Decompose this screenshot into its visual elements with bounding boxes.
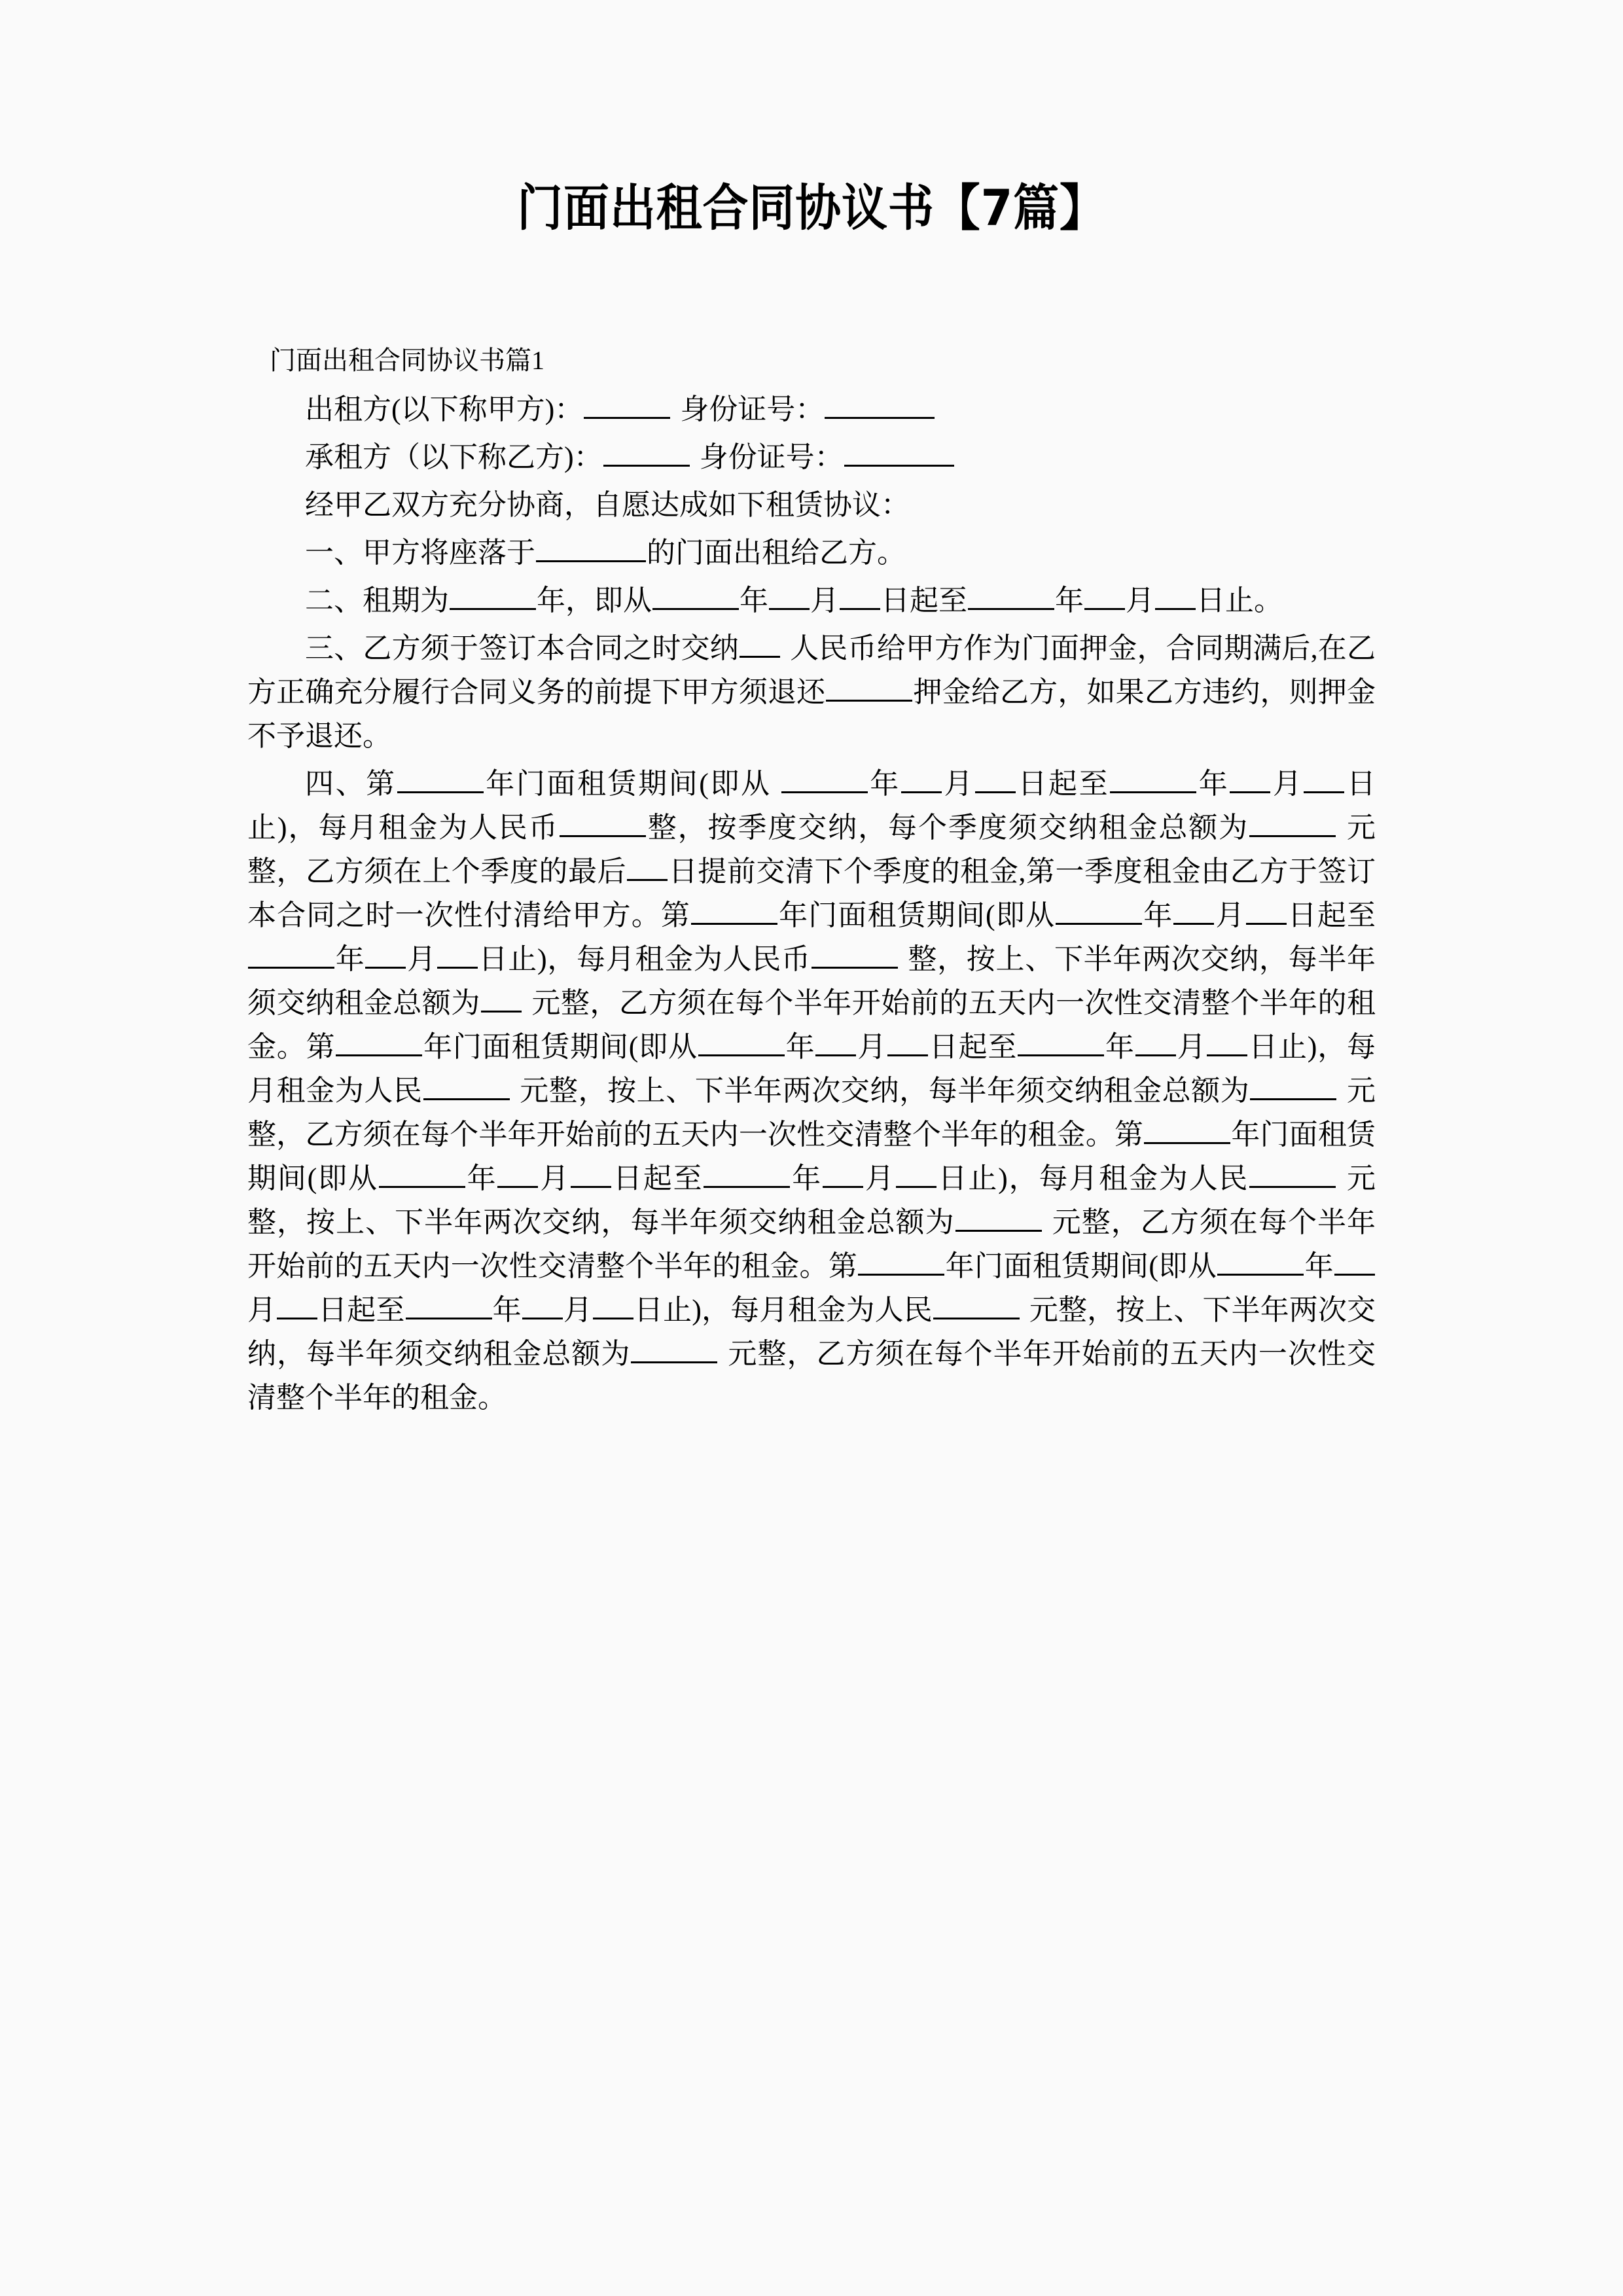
clause-2-end-month-blank[interactable]	[1084, 581, 1125, 610]
c4-s1-t7: 月	[1271, 768, 1304, 800]
c4-s4-end-year-blank[interactable]	[704, 1158, 790, 1188]
lessor-id-blank[interactable]	[825, 389, 935, 419]
clause-1	[247, 531, 1376, 575]
c4-s3-t2: 年门面租赁期间(即从	[423, 1031, 698, 1063]
c4-s1-start-month-blank[interactable]	[901, 764, 942, 793]
c4-s2-end-month-blank[interactable]	[365, 939, 406, 969]
c4-s1-t2: 年门面租赁期间(即从	[484, 768, 772, 800]
lessee-id-blank[interactable]	[844, 437, 954, 467]
clause-2-t1: 二、租期为	[305, 584, 449, 617]
c4-s1-year-no-blank[interactable]	[397, 764, 484, 793]
c4-s5-t8: 日止)，每月租金为人民	[633, 1294, 933, 1326]
lessee-id-label: 身份证号：	[699, 441, 844, 473]
c4-s2-monthly-rent-blank[interactable]	[812, 939, 898, 969]
c4-s3-end-day-blank[interactable]	[1207, 1027, 1247, 1056]
c4-s3-start-day-blank[interactable]	[887, 1027, 928, 1056]
c4-s4-t10: 元整，乙方须在每个半年开始前的五天内一次性交清整个半年的租金。	[247, 1206, 1376, 1282]
lessee-label: 承租方（以下称乙方)：	[305, 441, 603, 473]
c4-s2-start-day-blank[interactable]	[1246, 895, 1287, 925]
c4-s4-end-day-blank[interactable]	[896, 1158, 936, 1188]
c4-s3-t7: 月	[1176, 1031, 1207, 1063]
c4-s2-t3: 年	[1143, 899, 1173, 931]
c4-s4-t6: 年	[791, 1162, 823, 1194]
c4-s1-end-month-blank[interactable]	[1230, 764, 1270, 793]
c4-s1-t1: 四、第	[305, 768, 397, 800]
c4-s1-monthly-rent-blank[interactable]	[560, 808, 646, 837]
c4-s5-year-no-blank[interactable]	[858, 1246, 944, 1276]
c4-s2-t4: 月	[1215, 899, 1245, 931]
page-title: 门面出租合同协议书【7篇】	[517, 179, 1106, 237]
c4-s1-t10: 元整，乙方须在上个季度的最后	[247, 812, 1376, 888]
c4-s3-year-no-blank[interactable]	[336, 1027, 422, 1056]
lessee-name-blank[interactable]	[603, 437, 690, 467]
c4-s1-start-year-blank[interactable]	[781, 764, 868, 793]
c4-s1-end-day-blank[interactable]	[1304, 764, 1344, 793]
c4-s3-t5: 日起至	[929, 1031, 1018, 1063]
clause-2	[247, 579, 1376, 622]
c4-s4-end-month-blank[interactable]	[823, 1158, 863, 1188]
lessor-id-label: 身份证号：	[680, 393, 825, 425]
c4-s4-t2: 年门面租赁期间(即从	[247, 1119, 1376, 1194]
c4-s1-t11: 日提前交清下个季度的租金,第一季度租金由乙方于签订本合同之时一次性付清给甲方。	[247, 855, 1376, 931]
c4-s4-half-total-blank[interactable]	[955, 1202, 1042, 1232]
clause-4	[247, 762, 1376, 1420]
document-subtitle: 门面出租合同协议书篇1	[270, 346, 544, 375]
c4-s4-t4: 月	[539, 1162, 571, 1194]
c4-s5-end-day-blank[interactable]	[593, 1290, 633, 1319]
clause-3-deposit-blank[interactable]	[740, 628, 780, 658]
preamble-text: 经甲乙双方充分协商，自愿达成如下租赁协议：	[305, 489, 910, 521]
clause-2-t7: 月	[1126, 584, 1154, 617]
c4-s2-end-day-blank[interactable]	[437, 939, 478, 969]
c4-s3-t3: 年	[785, 1031, 815, 1063]
c4-s1-t3: 年	[868, 768, 901, 800]
c4-s4-start-month-blank[interactable]	[497, 1158, 538, 1188]
c4-s3-start-month-blank[interactable]	[815, 1027, 856, 1056]
lessor-line	[247, 387, 1376, 431]
preamble-paragraph	[247, 483, 1376, 527]
c4-s5-start-month-blank[interactable]	[1334, 1246, 1375, 1276]
c4-s3-t4: 月	[857, 1031, 887, 1063]
c4-s4-t5: 日起至	[612, 1162, 704, 1194]
c4-s1-start-day-blank[interactable]	[975, 764, 1016, 793]
c4-s3-t10: 元整，乙方须在每个半年开始前的五天内一次性交清整个半年的租金。	[247, 1075, 1376, 1151]
clause-1-suffix: 的门面出租给乙方。	[647, 537, 906, 569]
c4-s3-end-year-blank[interactable]	[1018, 1027, 1104, 1056]
c4-s4-t8: 日止)，每月租金为人民	[936, 1162, 1249, 1194]
lessor-name-blank[interactable]	[584, 389, 670, 419]
clause-3-t2: 人民币给甲方作为门面押金，合同期满后,在乙方正确充分履行合同义务的前提下甲方须退还	[247, 632, 1376, 708]
clause-2-start-year-blank[interactable]	[652, 581, 739, 610]
c4-s2-end-year-blank[interactable]	[248, 939, 334, 969]
c4-s5-t6: 年	[492, 1294, 522, 1326]
c4-s5-t1: 第	[828, 1250, 858, 1282]
c4-s5-end-month-blank[interactable]	[522, 1290, 563, 1319]
c4-s4-year-no-blank[interactable]	[1144, 1115, 1230, 1144]
c4-s2-year-no-blank[interactable]	[691, 895, 777, 925]
c4-s2-t9: 整，按上、下半年两次交纳，每半年须交纳租金总额为	[247, 943, 1376, 1019]
clause-2-t8: 日止。	[1196, 584, 1283, 617]
c4-s5-t7: 月	[563, 1294, 592, 1326]
c4-s2-t10: 元整，乙方须在每个半年开始前的五天内一次性交清整个半年的租金。	[247, 987, 1376, 1063]
c4-s1-quarter-total-blank[interactable]	[1249, 808, 1336, 837]
c4-s1-end-year-blank[interactable]	[1110, 764, 1196, 793]
c4-s5-half-total-blank[interactable]	[631, 1334, 717, 1363]
clause-2-end-year-blank[interactable]	[968, 581, 1054, 610]
c4-s4-t9: 元整，按上、下半年两次交纳，每半年须交纳租金总额为	[247, 1162, 1376, 1238]
c4-s5-start-year-blank[interactable]	[1217, 1246, 1304, 1276]
c4-s2-t1: 第	[660, 899, 690, 931]
c4-s3-monthly-rent-blank[interactable]	[423, 1071, 510, 1100]
c4-s2-t7: 月	[406, 943, 437, 975]
lessee-line	[247, 435, 1376, 479]
clause-2-start-day-blank[interactable]	[840, 581, 880, 610]
clause-2-t5: 日起至	[881, 584, 967, 617]
document-body	[247, 340, 1376, 1420]
c4-s2-t8: 日止)，每月租金为人民币	[478, 943, 811, 975]
c4-s2-t6: 年	[335, 943, 365, 975]
clause-1-location-blank[interactable]	[536, 533, 646, 562]
c4-s2-half-total-blank[interactable]	[481, 983, 522, 1013]
c4-s4-start-year-blank[interactable]	[379, 1158, 465, 1188]
clause-2-years-blank[interactable]	[450, 581, 536, 610]
clause-1-prefix: 一、甲方将座落于	[305, 537, 535, 569]
c4-s1-t6: 年	[1197, 768, 1230, 800]
c4-s1-t9: 整，按季度交纳，每个季度须交纳租金总额为	[646, 812, 1249, 844]
c4-s3-t9: 元整，按上、下半年两次交纳，每半年须交纳租金总额为	[519, 1075, 1250, 1107]
c4-s5-start-day-blank[interactable]	[277, 1290, 317, 1319]
c4-s4-monthly-rent-blank[interactable]	[1249, 1158, 1336, 1188]
clause-3	[247, 626, 1376, 758]
c4-s5-t4: 月	[247, 1294, 277, 1326]
c4-s5-t10: 元整，乙方须在每个半年开始前的五天内一次性交清整个半年的租金。	[247, 1338, 1376, 1414]
clause-2-t2: 年，即从	[537, 584, 652, 617]
clause-2-t4: 月	[810, 584, 839, 617]
clause-2-t3: 年	[740, 584, 768, 617]
c4-s2-start-year-blank[interactable]	[1056, 895, 1142, 925]
c4-s3-t1: 第	[306, 1031, 336, 1063]
c4-s5-monthly-rent-blank[interactable]	[933, 1290, 1020, 1319]
c4-s1-t5: 日起至	[1016, 768, 1110, 800]
c4-s5-end-year-blank[interactable]	[406, 1290, 492, 1319]
c4-s3-t8: 日止)，每月租金为人民	[247, 1031, 1376, 1107]
c4-s3-end-month-blank[interactable]	[1135, 1027, 1176, 1056]
c4-s4-t1: 第	[1115, 1119, 1144, 1151]
c4-s2-start-month-blank[interactable]	[1173, 895, 1214, 925]
clause-2-t6: 年	[1055, 584, 1084, 617]
c4-s3-start-year-blank[interactable]	[698, 1027, 785, 1056]
c4-s3-half-total-blank[interactable]	[1250, 1071, 1336, 1100]
clause-3-t3: 押金给乙方，如果乙方违约，则押金不予退还。	[247, 676, 1376, 752]
c4-s2-t5: 日起至	[1287, 899, 1376, 931]
c4-s3-t6: 年	[1105, 1031, 1135, 1063]
c4-s1-lastday-blank[interactable]	[627, 852, 668, 881]
c4-s5-t3: 年	[1304, 1250, 1334, 1282]
c4-s1-t4: 月	[942, 768, 974, 800]
lessor-label: 出租方(以下称甲方)：	[305, 393, 584, 425]
c4-s4-start-day-blank[interactable]	[571, 1158, 611, 1188]
clause-2-end-day-blank[interactable]	[1155, 581, 1196, 610]
c4-s2-t2: 年门面租赁期间(即从	[777, 899, 1056, 931]
clause-2-start-month-blank[interactable]	[769, 581, 810, 610]
c4-s4-t7: 月	[864, 1162, 895, 1194]
clause-3-refund-blank[interactable]	[826, 672, 912, 702]
c4-s5-t5: 日起至	[318, 1294, 405, 1326]
c4-s1-t8: 日止)，每月租金为人民币	[247, 768, 1376, 844]
c4-s4-t3: 年	[465, 1162, 497, 1194]
c4-s5-t9: 元整，按上、下半年两次交纳，每半年须交纳租金总额为	[247, 1294, 1376, 1370]
clause-3-t1: 三、乙方须于签订本合同之时交纳	[305, 632, 739, 664]
c4-s5-t2: 年门面租赁期间(即从	[945, 1250, 1217, 1282]
